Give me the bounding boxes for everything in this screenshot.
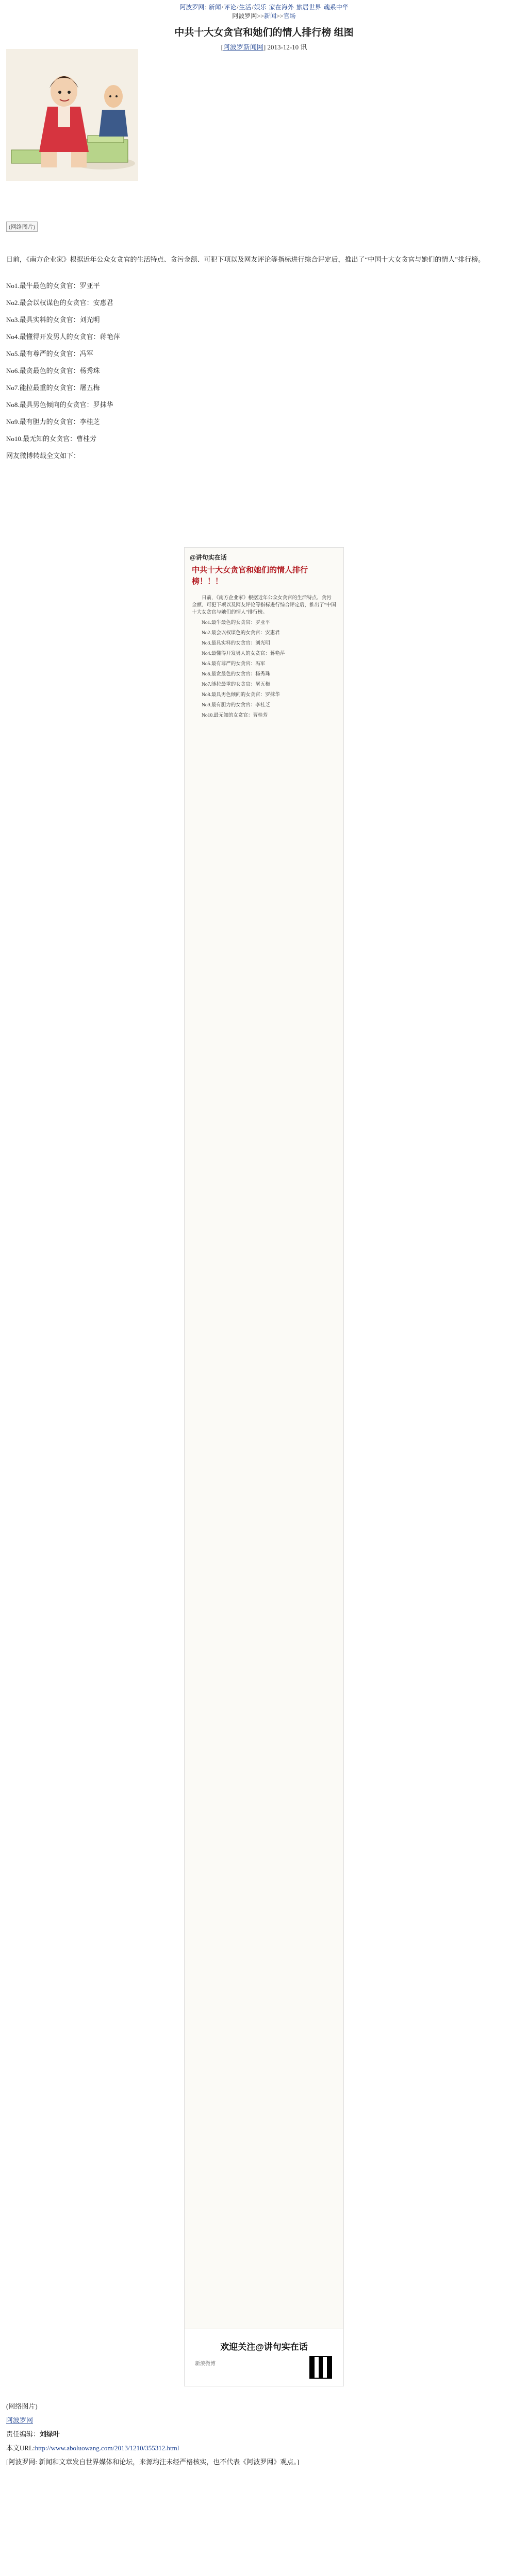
article-date: 2013-12-10 讯 [267, 43, 307, 51]
intro-paragraph: 日前，《南方企业家》根据近年公众女贪官的生活特点、贪污金额、可犯下项以及网友评论等指标进行综合评定后，推出了“中国十大女贪官与她们的情人”排行榜。 [6, 256, 485, 263]
footer-source [6, 2415, 522, 2426]
rank-item: No8.最具男色倾向的女贪官：罗抹华 [6, 401, 113, 409]
footer-image-caption: (网络图片) [6, 2402, 38, 2410]
poster-headline: 中共十大女贪官和她们的情人排行榜！！！ [192, 566, 308, 586]
rank-item: No4.最懂得开发男人的女贪官：蒋艳萍 [6, 333, 120, 341]
footer-source-link[interactable]: 阿波罗网 [6, 2416, 34, 2424]
article-footer [6, 2401, 522, 2470]
poster-paragraph: No9.最有胆力的女贪官：李桂芝 [202, 703, 270, 708]
poster-footer [185, 2329, 343, 2386]
rank-item: No6.最贪最色的女贪官：杨秀珠 [6, 367, 100, 375]
rank-item: No3.最具实料的女贪官：刘光明 [6, 316, 100, 324]
poster-paragraph: No10.最无知的女贪官：曹桂芳 [202, 713, 268, 718]
breadcrumb-section[interactable]: 官场 [283, 12, 296, 20]
nav-link-home[interactable]: 阿波罗网 [179, 4, 205, 11]
poster-paragraph: No8.最具男色倾向的女贪官：罗抹华 [202, 692, 280, 698]
rank-list [6, 281, 120, 468]
nav-link-china[interactable]: 魂系中华 [323, 4, 349, 11]
poster-paragraph: No6.最贪最色的女贪官：杨秀珠 [202, 672, 270, 677]
poster-paragraph: No2.最会以权谋色的女贪官：安惠君 [202, 631, 280, 636]
article-meta: [阿波罗新闻网] 2013-12-10 讯 [221, 43, 307, 51]
page-title: 中共十大女贪官和她们的情人排行榜 组图 [174, 27, 354, 38]
breadcrumb: 阿波罗网>>新闻>>官场 [232, 12, 296, 20]
top-navigation [0, 0, 528, 21]
editor-name: 刘绿叶 [40, 2430, 60, 2438]
lead-image-caption: (网络图片) [6, 222, 38, 232]
weibo-long-image [184, 547, 344, 2386]
poster-paragraph: No4.最懂得开发男人的女贪官：蒋艳萍 [202, 651, 285, 656]
rank-item: No9.最有胆力的女贪官：李桂芝 [6, 418, 100, 426]
nav-link-commentary[interactable]: 评论 [223, 4, 236, 11]
breadcrumb-news[interactable]: 新闻 [263, 12, 276, 20]
poster-body [185, 587, 343, 719]
footer-url: 本文URL:http://www.aboluowang.com/2013/1210/355312.html [6, 2444, 179, 2452]
poster-paragraph: No3.最具实料的女贪官：刘光明 [202, 641, 270, 646]
site-nav-links: 阿波罗网: 新闻/评论/生活/娱乐 家在海外 旅居世界 魂系中华 [179, 4, 349, 11]
poster-paragraph: No1.最牛最色的女贪官：罗亚平 [202, 620, 270, 625]
lead-illustration [6, 49, 138, 181]
comment-prompt: 网友微博转载全文如下： [6, 452, 80, 460]
poster-paragraph: 日前，《南方企业家》根据近年公众女贪官的生活特点、贪污金额、可犯下项以及网友评论等指标进行综合评定后，推出了“中国十大女贪官与她们的情人”排行榜。 [192, 596, 336, 615]
rank-item: No1.最牛最色的女贪官：罗亚平 [6, 282, 100, 290]
poster-paragraph: No5.最有尊严的女贪官：冯军 [202, 662, 266, 667]
poster-paragraph: No7.能拉最重的女贪官：屠五梅 [202, 682, 270, 687]
breadcrumb-home: 阿波罗网 [232, 12, 257, 20]
nav-link-overseas[interactable]: 家在海外 [269, 4, 294, 11]
weibo-watermark: 新浪微博 [195, 2361, 216, 2367]
nav-link-news[interactable]: 新闻 [208, 4, 221, 11]
nav-link-world[interactable]: 旅居世界 [296, 4, 321, 11]
rank-item: No10.最无知的女贪官：曹桂芳 [6, 435, 97, 443]
article-intro [6, 255, 522, 271]
article-source-link[interactable]: 阿波罗新闻网 [223, 43, 263, 51]
rank-item: No7.能拉最重的女贪官：屠五梅 [6, 384, 100, 392]
footer-disclaimer: [阿波罗网: 新闻和文章发自世界媒体和论坛，来源均注未经严格核实，也不代表《阿波罗网》观点。] [6, 2458, 300, 2466]
rank-item: No5.最有尊严的女贪官：冯军 [6, 350, 93, 358]
footer-editor: 责任编辑：刘绿叶 [6, 2430, 60, 2438]
follow-prompt: 欢迎关注@讲句实在话 [220, 2342, 308, 2352]
nav-link-entertainment[interactable]: 娱乐 [254, 4, 267, 11]
article-url-link[interactable]: http://www.aboluowang.com/2013/1210/355312.html [35, 2444, 179, 2452]
poster-brand: @讲句实在话 [190, 554, 227, 561]
nav-link-life[interactable]: 生活 [239, 4, 252, 11]
qr-code-icon [309, 2356, 332, 2379]
rank-item: No2.最会以权谋色的女贪官：安惠君 [6, 299, 113, 307]
cartoon-illustration [6, 49, 138, 181]
